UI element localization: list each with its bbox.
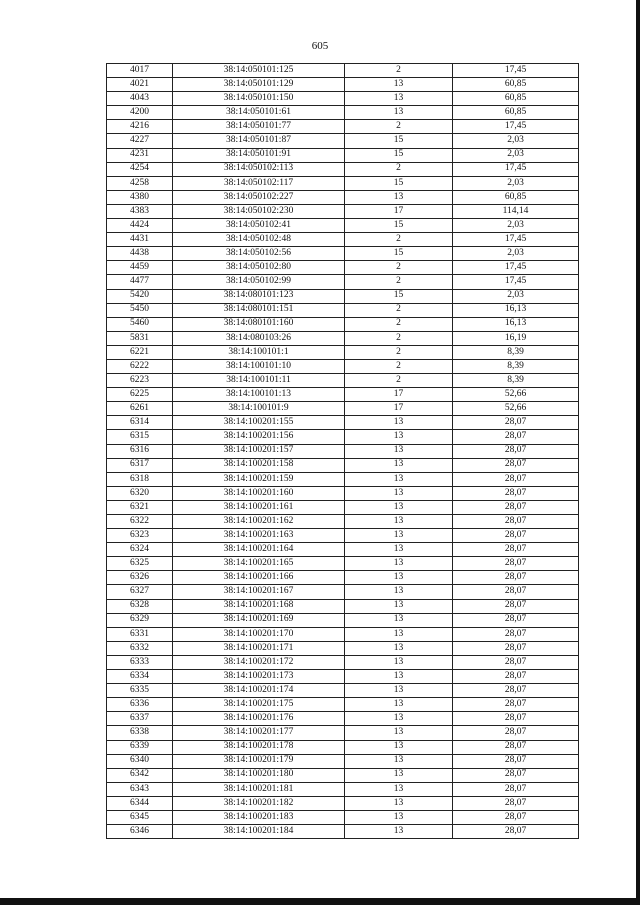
code-cell: 2 bbox=[345, 374, 453, 388]
cadastral-number-cell: 38:14:100201:178 bbox=[173, 740, 345, 754]
table-row bbox=[107, 613, 579, 627]
row-number-cell: 4021 bbox=[107, 78, 173, 92]
cadastral-number-cell: 38:14:100201:179 bbox=[173, 754, 345, 768]
value-cell: 28,07 bbox=[453, 515, 579, 529]
code-cell: 13 bbox=[345, 796, 453, 810]
value-cell: 17,45 bbox=[453, 162, 579, 176]
value-cell: 28,07 bbox=[453, 416, 579, 430]
code-cell: 15 bbox=[345, 289, 453, 303]
row-number-cell: 6339 bbox=[107, 740, 173, 754]
row-number-cell: 6327 bbox=[107, 585, 173, 599]
table-row bbox=[107, 106, 579, 120]
row-number-cell: 6326 bbox=[107, 571, 173, 585]
row-number-cell: 6337 bbox=[107, 712, 173, 726]
code-cell: 13 bbox=[345, 92, 453, 106]
value-cell: 28,07 bbox=[453, 557, 579, 571]
parcel-table bbox=[106, 63, 579, 839]
table-row bbox=[107, 275, 579, 289]
value-cell: 28,07 bbox=[453, 571, 579, 585]
code-cell: 13 bbox=[345, 557, 453, 571]
value-cell: 28,07 bbox=[453, 712, 579, 726]
table-row bbox=[107, 317, 579, 331]
cadastral-number-cell: 38:14:100101:10 bbox=[173, 359, 345, 373]
cadastral-number-cell: 38:14:080103:26 bbox=[173, 331, 345, 345]
code-cell: 13 bbox=[345, 106, 453, 120]
code-cell: 13 bbox=[345, 740, 453, 754]
table-row bbox=[107, 388, 579, 402]
table-row bbox=[107, 768, 579, 782]
cadastral-number-cell: 38:14:100201:177 bbox=[173, 726, 345, 740]
value-cell: 28,07 bbox=[453, 796, 579, 810]
value-cell: 2,03 bbox=[453, 289, 579, 303]
row-number-cell: 6329 bbox=[107, 613, 173, 627]
row-number-cell: 6344 bbox=[107, 796, 173, 810]
cadastral-number-cell: 38:14:050101:150 bbox=[173, 92, 345, 106]
row-number-cell: 4231 bbox=[107, 148, 173, 162]
scan-edge-bottom bbox=[0, 898, 640, 905]
table-row bbox=[107, 303, 579, 317]
value-cell: 2,03 bbox=[453, 219, 579, 233]
value-cell: 28,07 bbox=[453, 529, 579, 543]
value-cell: 2,03 bbox=[453, 134, 579, 148]
table-row bbox=[107, 825, 579, 839]
value-cell: 16,13 bbox=[453, 303, 579, 317]
code-cell: 2 bbox=[345, 261, 453, 275]
cadastral-number-cell: 38:14:050102:48 bbox=[173, 233, 345, 247]
table-body bbox=[107, 64, 579, 839]
table-row bbox=[107, 515, 579, 529]
table-row bbox=[107, 374, 579, 388]
code-cell: 13 bbox=[345, 641, 453, 655]
row-number-cell: 4200 bbox=[107, 106, 173, 120]
table-row bbox=[107, 162, 579, 176]
row-number-cell: 6342 bbox=[107, 768, 173, 782]
value-cell: 17,45 bbox=[453, 261, 579, 275]
value-cell: 60,85 bbox=[453, 78, 579, 92]
code-cell: 13 bbox=[345, 768, 453, 782]
value-cell: 52,66 bbox=[453, 388, 579, 402]
code-cell: 13 bbox=[345, 571, 453, 585]
table-row bbox=[107, 289, 579, 303]
table-row bbox=[107, 529, 579, 543]
code-cell: 15 bbox=[345, 176, 453, 190]
table-row bbox=[107, 331, 579, 345]
table-row bbox=[107, 233, 579, 247]
row-number-cell: 4438 bbox=[107, 247, 173, 261]
cadastral-number-cell: 38:14:100201:155 bbox=[173, 416, 345, 430]
value-cell: 17,45 bbox=[453, 275, 579, 289]
table-row bbox=[107, 247, 579, 261]
row-number-cell: 6324 bbox=[107, 543, 173, 557]
row-number-cell: 4477 bbox=[107, 275, 173, 289]
row-number-cell: 6222 bbox=[107, 359, 173, 373]
row-number-cell: 6322 bbox=[107, 515, 173, 529]
code-cell: 13 bbox=[345, 444, 453, 458]
value-cell: 28,07 bbox=[453, 782, 579, 796]
row-number-cell: 4254 bbox=[107, 162, 173, 176]
cadastral-number-cell: 38:14:080101:160 bbox=[173, 317, 345, 331]
code-cell: 13 bbox=[345, 78, 453, 92]
table-row bbox=[107, 78, 579, 92]
code-cell: 2 bbox=[345, 317, 453, 331]
row-number-cell: 6332 bbox=[107, 641, 173, 655]
table-row bbox=[107, 472, 579, 486]
cadastral-number-cell: 38:14:100201:160 bbox=[173, 486, 345, 500]
cadastral-number-cell: 38:14:050101:61 bbox=[173, 106, 345, 120]
row-number-cell: 6323 bbox=[107, 529, 173, 543]
row-number-cell: 4459 bbox=[107, 261, 173, 275]
code-cell: 13 bbox=[345, 599, 453, 613]
table-row bbox=[107, 754, 579, 768]
code-cell: 13 bbox=[345, 684, 453, 698]
table-row bbox=[107, 585, 579, 599]
table-row bbox=[107, 458, 579, 472]
cadastral-number-cell: 38:14:050102:113 bbox=[173, 162, 345, 176]
table-row bbox=[107, 148, 579, 162]
cadastral-number-cell: 38:14:100201:183 bbox=[173, 810, 345, 824]
value-cell: 28,07 bbox=[453, 754, 579, 768]
cadastral-number-cell: 38:14:100201:170 bbox=[173, 627, 345, 641]
value-cell: 60,85 bbox=[453, 92, 579, 106]
table-row bbox=[107, 571, 579, 585]
value-cell: 28,07 bbox=[453, 472, 579, 486]
value-cell: 8,39 bbox=[453, 374, 579, 388]
row-number-cell: 6333 bbox=[107, 655, 173, 669]
row-number-cell: 6314 bbox=[107, 416, 173, 430]
code-cell: 17 bbox=[345, 402, 453, 416]
cadastral-number-cell: 38:14:080101:151 bbox=[173, 303, 345, 317]
table-row bbox=[107, 120, 579, 134]
table-row bbox=[107, 190, 579, 204]
value-cell: 60,85 bbox=[453, 106, 579, 120]
row-number-cell: 4216 bbox=[107, 120, 173, 134]
code-cell: 2 bbox=[345, 331, 453, 345]
table-row bbox=[107, 543, 579, 557]
value-cell: 16,19 bbox=[453, 331, 579, 345]
code-cell: 17 bbox=[345, 388, 453, 402]
row-number-cell: 6221 bbox=[107, 345, 173, 359]
value-cell: 60,85 bbox=[453, 190, 579, 204]
cadastral-number-cell: 38:14:100201:165 bbox=[173, 557, 345, 571]
table-row bbox=[107, 782, 579, 796]
row-number-cell: 4424 bbox=[107, 219, 173, 233]
table-row bbox=[107, 402, 579, 416]
row-number-cell: 4227 bbox=[107, 134, 173, 148]
code-cell: 2 bbox=[345, 162, 453, 176]
cadastral-number-cell: 38:14:100201:156 bbox=[173, 430, 345, 444]
value-cell: 28,07 bbox=[453, 444, 579, 458]
cadastral-number-cell: 38:14:050101:87 bbox=[173, 134, 345, 148]
cadastral-number-cell: 38:14:100201:157 bbox=[173, 444, 345, 458]
row-number-cell: 6225 bbox=[107, 388, 173, 402]
table-row bbox=[107, 712, 579, 726]
page-number: 605 bbox=[311, 40, 329, 52]
value-cell: 28,07 bbox=[453, 670, 579, 684]
cadastral-number-cell: 38:14:100201:180 bbox=[173, 768, 345, 782]
value-cell: 28,07 bbox=[453, 740, 579, 754]
cadastral-number-cell: 38:14:050102:80 bbox=[173, 261, 345, 275]
value-cell: 28,07 bbox=[453, 698, 579, 712]
code-cell: 13 bbox=[345, 613, 453, 627]
cadastral-number-cell: 38:14:100201:172 bbox=[173, 655, 345, 669]
value-cell: 28,07 bbox=[453, 825, 579, 839]
value-cell: 28,07 bbox=[453, 585, 579, 599]
row-number-cell: 6317 bbox=[107, 458, 173, 472]
value-cell: 17,45 bbox=[453, 120, 579, 134]
table-row bbox=[107, 345, 579, 359]
cadastral-number-cell: 38:14:100201:181 bbox=[173, 782, 345, 796]
row-number-cell: 5420 bbox=[107, 289, 173, 303]
cadastral-number-cell: 38:14:100101:11 bbox=[173, 374, 345, 388]
row-number-cell: 5460 bbox=[107, 317, 173, 331]
value-cell: 17,45 bbox=[453, 233, 579, 247]
cadastral-number-cell: 38:14:100101:9 bbox=[173, 402, 345, 416]
table-row bbox=[107, 740, 579, 754]
row-number-cell: 6223 bbox=[107, 374, 173, 388]
table-row bbox=[107, 599, 579, 613]
value-cell: 2,03 bbox=[453, 148, 579, 162]
code-cell: 2 bbox=[345, 345, 453, 359]
table-row bbox=[107, 500, 579, 514]
code-cell: 2 bbox=[345, 120, 453, 134]
cadastral-number-cell: 38:14:100201:184 bbox=[173, 825, 345, 839]
cadastral-number-cell: 38:14:100201:164 bbox=[173, 543, 345, 557]
cadastral-number-cell: 38:14:100201:174 bbox=[173, 684, 345, 698]
cadastral-number-cell: 38:14:100201:166 bbox=[173, 571, 345, 585]
cadastral-number-cell: 38:14:050102:41 bbox=[173, 219, 345, 233]
value-cell: 28,07 bbox=[453, 641, 579, 655]
row-number-cell: 6328 bbox=[107, 599, 173, 613]
value-cell: 28,07 bbox=[453, 430, 579, 444]
table-row bbox=[107, 444, 579, 458]
row-number-cell: 4431 bbox=[107, 233, 173, 247]
table-row bbox=[107, 796, 579, 810]
cadastral-number-cell: 38:14:100201:159 bbox=[173, 472, 345, 486]
value-cell: 28,07 bbox=[453, 655, 579, 669]
table-row bbox=[107, 726, 579, 740]
cadastral-number-cell: 38:14:100201:158 bbox=[173, 458, 345, 472]
code-cell: 15 bbox=[345, 219, 453, 233]
value-cell: 28,07 bbox=[453, 684, 579, 698]
value-cell: 8,39 bbox=[453, 345, 579, 359]
table-row bbox=[107, 698, 579, 712]
row-number-cell: 5450 bbox=[107, 303, 173, 317]
scan-edge-right bbox=[636, 0, 640, 905]
value-cell: 2,03 bbox=[453, 176, 579, 190]
cadastral-number-cell: 38:14:100201:182 bbox=[173, 796, 345, 810]
cadastral-number-cell: 38:14:050102:230 bbox=[173, 204, 345, 218]
code-cell: 2 bbox=[345, 233, 453, 247]
table-row bbox=[107, 557, 579, 571]
row-number-cell: 6315 bbox=[107, 430, 173, 444]
code-cell: 13 bbox=[345, 486, 453, 500]
cadastral-number-cell: 38:14:050101:125 bbox=[173, 64, 345, 78]
table-row bbox=[107, 134, 579, 148]
code-cell: 13 bbox=[345, 515, 453, 529]
cadastral-number-cell: 38:14:050102:99 bbox=[173, 275, 345, 289]
value-cell: 28,07 bbox=[453, 613, 579, 627]
value-cell: 28,07 bbox=[453, 543, 579, 557]
row-number-cell: 6346 bbox=[107, 825, 173, 839]
row-number-cell: 4043 bbox=[107, 92, 173, 106]
code-cell: 13 bbox=[345, 190, 453, 204]
code-cell: 13 bbox=[345, 500, 453, 514]
cadastral-number-cell: 38:14:050101:77 bbox=[173, 120, 345, 134]
table-row bbox=[107, 261, 579, 275]
row-number-cell: 6340 bbox=[107, 754, 173, 768]
cadastral-number-cell: 38:14:100101:1 bbox=[173, 345, 345, 359]
row-number-cell: 6331 bbox=[107, 627, 173, 641]
value-cell: 16,13 bbox=[453, 317, 579, 331]
code-cell: 13 bbox=[345, 472, 453, 486]
code-cell: 13 bbox=[345, 416, 453, 430]
row-number-cell: 6338 bbox=[107, 726, 173, 740]
code-cell: 2 bbox=[345, 303, 453, 317]
cadastral-number-cell: 38:14:100201:169 bbox=[173, 613, 345, 627]
cadastral-number-cell: 38:14:100201:162 bbox=[173, 515, 345, 529]
code-cell: 13 bbox=[345, 782, 453, 796]
code-cell: 13 bbox=[345, 698, 453, 712]
code-cell: 13 bbox=[345, 627, 453, 641]
cadastral-number-cell: 38:14:100201:171 bbox=[173, 641, 345, 655]
cadastral-number-cell: 38:14:050102:117 bbox=[173, 176, 345, 190]
value-cell: 28,07 bbox=[453, 458, 579, 472]
cadastral-number-cell: 38:14:100201:173 bbox=[173, 670, 345, 684]
row-number-cell: 6336 bbox=[107, 698, 173, 712]
code-cell: 13 bbox=[345, 458, 453, 472]
cadastral-number-cell: 38:14:100201:163 bbox=[173, 529, 345, 543]
cadastral-number-cell: 38:14:050101:91 bbox=[173, 148, 345, 162]
table-row bbox=[107, 641, 579, 655]
cadastral-number-cell: 38:14:050102:56 bbox=[173, 247, 345, 261]
cadastral-number-cell: 38:14:100201:167 bbox=[173, 585, 345, 599]
cadastral-number-cell: 38:14:050101:129 bbox=[173, 78, 345, 92]
row-number-cell: 6334 bbox=[107, 670, 173, 684]
code-cell: 17 bbox=[345, 204, 453, 218]
value-cell: 2,03 bbox=[453, 247, 579, 261]
table-row bbox=[107, 684, 579, 698]
code-cell: 13 bbox=[345, 655, 453, 669]
cadastral-number-cell: 38:14:050102:227 bbox=[173, 190, 345, 204]
code-cell: 13 bbox=[345, 712, 453, 726]
row-number-cell: 6261 bbox=[107, 402, 173, 416]
table-row bbox=[107, 627, 579, 641]
row-number-cell: 4383 bbox=[107, 204, 173, 218]
table-row bbox=[107, 416, 579, 430]
cadastral-number-cell: 38:14:080101:123 bbox=[173, 289, 345, 303]
cadastral-number-cell: 38:14:100201:168 bbox=[173, 599, 345, 613]
code-cell: 2 bbox=[345, 64, 453, 78]
code-cell: 13 bbox=[345, 825, 453, 839]
cadastral-number-cell: 38:14:100201:176 bbox=[173, 712, 345, 726]
table-row bbox=[107, 204, 579, 218]
code-cell: 13 bbox=[345, 670, 453, 684]
code-cell: 2 bbox=[345, 275, 453, 289]
value-cell: 52,66 bbox=[453, 402, 579, 416]
code-cell: 13 bbox=[345, 585, 453, 599]
value-cell: 17,45 bbox=[453, 64, 579, 78]
row-number-cell: 6320 bbox=[107, 486, 173, 500]
value-cell: 28,07 bbox=[453, 627, 579, 641]
row-number-cell: 6345 bbox=[107, 810, 173, 824]
code-cell: 2 bbox=[345, 359, 453, 373]
code-cell: 15 bbox=[345, 148, 453, 162]
code-cell: 13 bbox=[345, 543, 453, 557]
value-cell: 28,07 bbox=[453, 500, 579, 514]
value-cell: 28,07 bbox=[453, 810, 579, 824]
table-row bbox=[107, 486, 579, 500]
code-cell: 13 bbox=[345, 726, 453, 740]
row-number-cell: 6343 bbox=[107, 782, 173, 796]
table-row bbox=[107, 64, 579, 78]
table-row bbox=[107, 655, 579, 669]
value-cell: 28,07 bbox=[453, 726, 579, 740]
code-cell: 13 bbox=[345, 430, 453, 444]
value-cell: 28,07 bbox=[453, 768, 579, 782]
value-cell: 28,07 bbox=[453, 599, 579, 613]
table-row bbox=[107, 810, 579, 824]
row-number-cell: 4380 bbox=[107, 190, 173, 204]
row-number-cell: 4017 bbox=[107, 64, 173, 78]
row-number-cell: 6318 bbox=[107, 472, 173, 486]
value-cell: 28,07 bbox=[453, 486, 579, 500]
value-cell: 8,39 bbox=[453, 359, 579, 373]
code-cell: 15 bbox=[345, 247, 453, 261]
code-cell: 13 bbox=[345, 754, 453, 768]
row-number-cell: 6316 bbox=[107, 444, 173, 458]
table-row bbox=[107, 670, 579, 684]
table-row bbox=[107, 92, 579, 106]
table-row bbox=[107, 430, 579, 444]
table-row bbox=[107, 219, 579, 233]
cadastral-number-cell: 38:14:100201:161 bbox=[173, 500, 345, 514]
row-number-cell: 4258 bbox=[107, 176, 173, 190]
row-number-cell: 5831 bbox=[107, 331, 173, 345]
code-cell: 15 bbox=[345, 134, 453, 148]
row-number-cell: 6335 bbox=[107, 684, 173, 698]
row-number-cell: 6321 bbox=[107, 500, 173, 514]
code-cell: 13 bbox=[345, 810, 453, 824]
table-row bbox=[107, 176, 579, 190]
row-number-cell: 6325 bbox=[107, 557, 173, 571]
cadastral-number-cell: 38:14:100201:175 bbox=[173, 698, 345, 712]
cadastral-number-cell: 38:14:100101:13 bbox=[173, 388, 345, 402]
value-cell: 114,14 bbox=[453, 204, 579, 218]
table-row bbox=[107, 359, 579, 373]
code-cell: 13 bbox=[345, 529, 453, 543]
